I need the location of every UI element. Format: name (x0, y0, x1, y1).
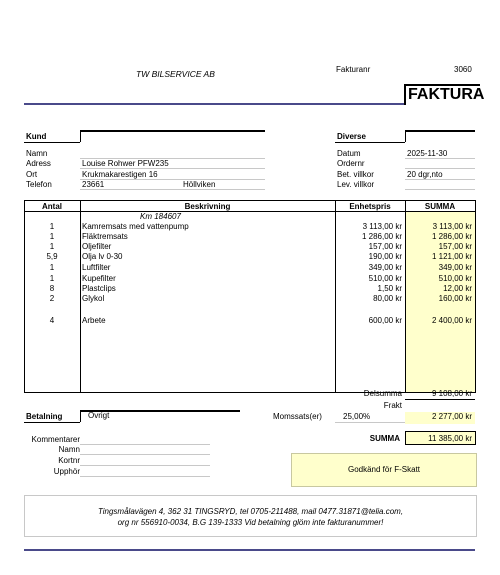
title-rule-side (404, 84, 406, 105)
payment-method: Övrigt (88, 411, 110, 420)
order-line (405, 168, 475, 169)
table-row (0, 274, 500, 284)
row-sum: 349,00 kr (438, 263, 472, 272)
row-sum: 1 286,00 kr (431, 232, 472, 241)
table-row (0, 242, 500, 252)
card-number-line (80, 465, 210, 466)
mileage-note: Km 184607 (140, 212, 181, 221)
customer-city: Krukmakarestigen 16 (82, 170, 158, 179)
payment-section-label: Betalning (26, 412, 63, 421)
customer-extra: Höllviken (183, 180, 216, 189)
col-header-sum: SUMMA (424, 202, 456, 211)
row-desc: Glykol (82, 294, 105, 303)
vat-rate-line (335, 422, 405, 423)
table-header-border (24, 211, 475, 212)
total-label: SUMMA (369, 434, 400, 443)
vat-label: Momssats(er) (273, 412, 322, 421)
col-header-description: Beskrivning (184, 202, 231, 211)
labor-row (0, 316, 500, 326)
terms-value: 20 dgr,nto (407, 170, 443, 179)
row-unit: 80,00 kr (373, 294, 402, 303)
customer-address: Louise Rohwer PFW235 (82, 159, 169, 168)
terms-label: Bet. villkor (337, 170, 374, 179)
row-unit: 3 113,00 kr (362, 222, 402, 231)
row-sum: 1 121,00 kr (431, 252, 472, 261)
delivery-line (405, 189, 475, 190)
subtotal-underline (405, 399, 475, 400)
row-desc: Plastclips (82, 284, 116, 293)
col-header-qty: Antal (42, 202, 62, 211)
row-sum: 157,00 kr (438, 242, 472, 251)
customer-name-label: Namn (26, 149, 48, 158)
misc-rule-side (405, 130, 406, 142)
labor-unit: 600,00 kr (368, 316, 402, 325)
vat-rate: 25,00% (343, 412, 371, 421)
row-sum: 12,00 kr (443, 284, 472, 293)
company-name: TW BILSERVICE AB (136, 69, 215, 79)
row-qty: 5,9 (46, 252, 58, 261)
table-row (0, 252, 500, 262)
row-unit: 1 286,00 kr (361, 232, 402, 241)
misc-rule-top (405, 130, 475, 132)
document-title: FAKTURA (408, 86, 485, 103)
payment-name-label: Namn (58, 445, 80, 454)
labor-sum: 2 400,00 kr (431, 316, 472, 325)
customer-address-label: Adress (26, 159, 51, 168)
delivery-label: Lev. villkor (337, 180, 375, 189)
customer-rule-side (80, 130, 81, 142)
footer-line-1: Tingsmålavägen 4, 362 31 TINGSRYD, tel 0705-211488, mail 0477.31871@telia.com, (97, 507, 404, 516)
row-desc: Oljefilter (82, 242, 112, 251)
row-qty: 1 (49, 263, 55, 272)
invoice-number: 3060 (454, 65, 472, 74)
row-desc: Olja lv 0-30 (82, 252, 123, 261)
customer-section-label: Kund (26, 132, 47, 141)
table-row (0, 263, 500, 273)
terms-line (405, 179, 475, 180)
date-label: Datum (337, 149, 361, 158)
row-unit: 1,50 kr (377, 284, 402, 293)
row-desc: Fläktremsats (82, 232, 128, 241)
row-qty: 1 (49, 242, 55, 251)
row-unit: 157,00 kr (368, 242, 402, 251)
row-unit: 510,00 kr (368, 274, 402, 283)
total-value: 11 385,00 kr (428, 434, 472, 443)
row-qty: 2 (49, 294, 55, 303)
customer-label-underline (24, 142, 80, 143)
customer-city-line (80, 179, 265, 180)
col-header-unit-price: Enhetspris (349, 202, 391, 211)
row-desc: Kamremsats med vattenpump (82, 222, 189, 231)
row-unit: 349,00 kr (368, 263, 402, 272)
row-sum: 160,00 kr (438, 294, 472, 303)
card-number-label: Kortnr (58, 456, 80, 465)
comments-label: Kommentarer (31, 435, 80, 444)
row-qty: 1 (49, 274, 55, 283)
table-row (0, 232, 500, 242)
ftax-text: Godkänd för F-Skatt (347, 465, 421, 474)
customer-phone-label: Telefon (26, 180, 52, 189)
table-row (0, 284, 500, 294)
labor-qty: 4 (49, 316, 55, 325)
customer-city-label: Ort (26, 170, 38, 179)
subtotal-value: 9 108,00 kr (431, 389, 472, 398)
misc-section-label: Diverse (337, 132, 366, 141)
labor-desc: Arbete (82, 316, 106, 325)
customer-rule-top (80, 130, 265, 132)
customer-phone-line (80, 189, 265, 190)
payment-name-line (80, 454, 210, 455)
subtotal-label: Delsumma (363, 389, 402, 398)
row-desc: Kupefilter (82, 274, 116, 283)
table-top-border (24, 200, 475, 201)
comments-line (80, 444, 210, 445)
row-sum: 3 113,00 kr (432, 222, 472, 231)
row-qty: 8 (49, 284, 55, 293)
row-sum: 510,00 kr (438, 274, 472, 283)
row-qty: 1 (49, 232, 55, 241)
row-unit: 190,00 kr (368, 252, 402, 261)
expiry-label: Upphör (53, 467, 80, 476)
vat-value: 2 277,00 kr (431, 412, 472, 421)
table-row (0, 294, 500, 304)
row-desc: Luftfilter (82, 263, 111, 272)
footer-rule (24, 549, 475, 551)
invoice-number-label: Fakturanr (336, 65, 371, 74)
expiry-line (80, 476, 210, 477)
misc-label-underline (335, 142, 405, 143)
payment-rule-side (80, 410, 81, 422)
customer-phone: 23661 (82, 180, 105, 189)
row-qty: 1 (49, 222, 55, 231)
payment-label-underline (24, 422, 80, 423)
freight-label: Frakt (383, 401, 402, 410)
header-rule (24, 103, 404, 105)
customer-address-line (80, 168, 265, 169)
order-label: Ordernr (337, 159, 365, 168)
date-line (405, 158, 475, 159)
date-value: 2025-11-30 (407, 149, 448, 158)
footer-line-2: org nr 556910-0034, B.G 139-1333 Vid betalning glöm inte fakturanummer! (117, 518, 384, 527)
table-row (0, 222, 500, 232)
footer-box (24, 495, 477, 537)
